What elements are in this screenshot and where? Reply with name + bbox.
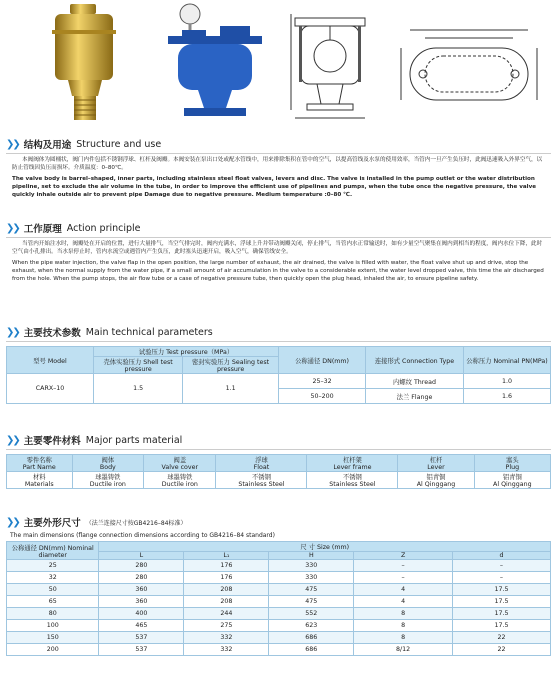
parts-section — [6, 432, 551, 489]
principle-heading — [6, 220, 551, 236]
principle-section — [6, 220, 551, 283]
structure-title-en: Structure and use — [76, 138, 162, 150]
section-drawing — [285, 0, 377, 128]
tech-conn: 法兰 Flange — [366, 389, 464, 404]
structure-text-en: The valve body is barrel–shaped, inner parts, including stainless steel float valves, levers and disc. The valve is installed in the pump outlet or the water distribution pipeline, set to exclude the air volume in the tube, in order to improve the efficient use of pipelines and pumps, when the tube once the negative pressure, the valve quickly inhale outside air to prevent pipe Damage due to negative pressure. Medium temperature :0–80 ℃. — [12, 175, 537, 199]
double-arrow-icon: ❯❯ — [6, 326, 19, 338]
dims-body — [7, 560, 551, 656]
dims-cell: 8/12 — [354, 644, 453, 656]
dims-cell: 176 — [184, 560, 269, 572]
structure-heading — [6, 136, 551, 152]
structure-text-cn: 本阀阀体为圆桶状，阀门内件包括不锈钢浮球、杠杆及阀瓣。本阀安装在泵出口处或配水管线中，用来排除集积在管中的空气，以提高管线及水泵的使用效率，当管内一旦产生负压时，此阀迅速吸入外界空气，以防止管线因负压而损坏。介质温度：0–80℃。 — [12, 157, 543, 172]
dims-cell: 475 — [269, 596, 354, 608]
top-view-drawing — [395, 0, 545, 128]
dims-cell: 537 — [99, 632, 184, 644]
table-row — [7, 584, 551, 596]
tech-header-pressure: 试验压力 Test pressure（MPa） — [94, 347, 279, 357]
dims-cell: 475 — [269, 584, 354, 596]
dims-cell: 686 — [269, 632, 354, 644]
divider — [6, 449, 551, 450]
dims-cell: 537 — [99, 644, 184, 656]
table-row — [7, 374, 551, 389]
tech-title-cn: 主要技术参数 — [23, 328, 81, 339]
dims-note-cn: （法兰连接尺寸按GB4216–84标准） — [85, 519, 187, 527]
dims-col-l1: L₁ — [184, 552, 269, 560]
dims-cell: 8 — [354, 608, 453, 620]
dims-cell: 22 — [452, 632, 550, 644]
parts-cell: 铝青铜 Al Qinggang — [474, 472, 550, 489]
dims-cell: 360 — [99, 584, 184, 596]
dims-header-dn: 公称通径 DN(mm) Nominal diameter — [7, 542, 99, 560]
double-arrow-icon: ❯❯ — [6, 222, 19, 234]
table-row — [7, 472, 551, 489]
principle-text-en: When the pipe water injection, the valve flap in the open position, the large number of exhaust, the air drained, the valve is filled with water, the float valve shut up and drive, stop the exhaust, when the normal supply from the water pipe, if a small amount of air accumulation in the valve to a considerable extent, the water level dropped valve, this time the air discharged from the hole. When the pump stops, the air flow tube or a case of negative pressure tube, then quickly open the plug head, inhaled the air, to ensure pipeline safety. — [12, 259, 544, 283]
brass-valve-image — [40, 0, 130, 125]
dims-cell: 275 — [184, 620, 269, 632]
principle-text-cn: 当管内开始注水时，阀瓣处在开启的位置，进行大量排气，当空气排完时，阀内充满水，浮球上升并带动阀瓣关闭，停止排气，当管内水正常输送时，如有少量空气聚集在阀内到相当的程度，阀内水位下降，此时空气由小孔排出。当水泵停止时，管内水流空或遇管内产生负压，此时塞头迅速开启，吸入空气，确保管线安全。 — [12, 241, 543, 256]
parts-header-cell: 杠杆架 Lever frame — [307, 455, 398, 472]
dims-cell: 552 — [269, 608, 354, 620]
table-row — [7, 620, 551, 632]
parts-title-cn: 主要零件材料 — [23, 436, 81, 447]
parts-table — [6, 454, 551, 489]
dims-table — [6, 541, 551, 656]
dims-subtitle — [10, 532, 551, 539]
dims-cell: 280 — [99, 560, 184, 572]
table-row — [7, 632, 551, 644]
dims-cell: – — [452, 572, 550, 584]
table-row — [7, 644, 551, 656]
dims-cell: 4 — [354, 596, 453, 608]
divider — [6, 341, 551, 342]
tech-header-model: 型号 Model — [7, 347, 94, 374]
dims-cell: 280 — [99, 572, 184, 584]
dims-cell: 623 — [269, 620, 354, 632]
dims-cell: 330 — [269, 572, 354, 584]
parts-header-cell: 杠杆 Lever — [398, 455, 474, 472]
dims-cell: 208 — [184, 596, 269, 608]
tech-dn: 50–200 — [279, 389, 366, 404]
dims-cell: – — [354, 572, 453, 584]
table-row — [7, 608, 551, 620]
product-images — [0, 0, 555, 130]
parts-cell: 球墨铸铁 Ductile iron — [144, 472, 216, 489]
dims-cell: 244 — [184, 608, 269, 620]
double-arrow-icon: ❯❯ — [6, 516, 19, 528]
dims-col-d: d — [452, 552, 550, 560]
dims-cell: 17.5 — [452, 620, 550, 632]
tech-conn: 内螺纹 Thread — [366, 374, 464, 389]
dims-header-size: 尺 寸 Size (mm) — [99, 542, 551, 552]
principle-title-cn: 工作原理 — [23, 224, 62, 235]
tech-table — [6, 346, 551, 404]
parts-cell: 铝青铜 Al Qinggang — [398, 472, 474, 489]
divider — [6, 237, 551, 238]
tech-seal: 1.1 — [183, 374, 279, 404]
parts-header-cell: 阀体 Body — [72, 455, 144, 472]
tech-shell: 1.5 — [94, 374, 183, 404]
dims-cell: 8 — [354, 632, 453, 644]
tech-model: CARX–10 — [7, 374, 94, 404]
table-row — [7, 560, 551, 572]
dims-cell: 200 — [7, 644, 99, 656]
tech-header-conn: 连接形式 Connection Type — [366, 347, 464, 374]
tech-header-seal: 密封实验压力 Sealing test pressure — [183, 357, 279, 374]
dims-cell: – — [354, 560, 453, 572]
dims-cell: – — [452, 560, 550, 572]
dims-cell: 17.5 — [452, 596, 550, 608]
tech-title-en: Main technical parameters — [85, 326, 213, 338]
parts-heading — [6, 432, 551, 448]
dims-title-cn: 主要外形尺寸 — [23, 518, 81, 529]
dims-cell: 17.5 — [452, 608, 550, 620]
double-arrow-icon: ❯❯ — [6, 434, 19, 446]
dims-section — [6, 514, 551, 656]
dims-cell: 332 — [184, 644, 269, 656]
dims-heading — [6, 514, 551, 530]
divider — [6, 153, 551, 154]
parts-cell: 材料 Materials — [7, 472, 73, 489]
table-row — [7, 572, 551, 584]
dims-col-l: L — [99, 552, 184, 560]
structure-section — [6, 136, 551, 199]
dims-cell: 330 — [269, 560, 354, 572]
parts-title-en: Major parts material — [85, 434, 183, 446]
dims-cell: 50 — [7, 584, 99, 596]
table-row — [7, 596, 551, 608]
dims-note-en: (flange connection dimensions according to GB4216–84 standard) — [76, 532, 275, 539]
tech-header-shell: 壳体实验压力 Shell test pressure — [94, 357, 183, 374]
dims-cell: 32 — [7, 572, 99, 584]
dims-cell: 360 — [99, 596, 184, 608]
blue-valve-image — [160, 0, 270, 128]
structure-title-cn: 结构及用途 — [23, 140, 72, 151]
dims-col-z: Z — [354, 552, 453, 560]
table-row — [7, 455, 551, 472]
dims-cell: 22 — [452, 644, 550, 656]
parts-cell: 球墨铸铁 Ductile iron — [72, 472, 144, 489]
parts-header-cell: 阀盖 Valve cover — [144, 455, 216, 472]
tech-pn: 1.6 — [463, 389, 550, 404]
tech-header-pn: 公称压力 Nominal PN(MPa) — [463, 347, 550, 374]
dims-cell: 100 — [7, 620, 99, 632]
tech-dn: 25–32 — [279, 374, 366, 389]
parts-header-cell: 零件名称 Part Name — [7, 455, 73, 472]
dims-cell: 4 — [354, 584, 453, 596]
tech-pn: 1.0 — [463, 374, 550, 389]
dims-col-h: H — [269, 552, 354, 560]
tech-header-dn: 公称通径 DN(mm) — [279, 347, 366, 374]
dims-cell: 150 — [7, 632, 99, 644]
dims-cell: 17.5 — [452, 584, 550, 596]
dims-cell: 8 — [354, 620, 453, 632]
tech-heading — [6, 324, 551, 340]
dims-cell: 465 — [99, 620, 184, 632]
parts-header-cell: 浮球 Float — [216, 455, 307, 472]
parts-cell: 不锈钢 Stainless Steel — [307, 472, 398, 489]
dims-cell: 25 — [7, 560, 99, 572]
dims-cell: 176 — [184, 572, 269, 584]
parts-cell: 不锈钢 Stainless Steel — [216, 472, 307, 489]
dims-cell: 400 — [99, 608, 184, 620]
double-arrow-icon: ❯❯ — [6, 138, 19, 150]
dims-cell: 686 — [269, 644, 354, 656]
tech-section — [6, 324, 551, 404]
dims-cell: 65 — [7, 596, 99, 608]
dims-cell: 332 — [184, 632, 269, 644]
dims-cell: 208 — [184, 584, 269, 596]
parts-header-cell: 塞头 Plug — [474, 455, 550, 472]
principle-title-en: Action principle — [66, 222, 141, 234]
dims-title-en: The main dimensions — [10, 532, 75, 539]
dims-cell: 80 — [7, 608, 99, 620]
